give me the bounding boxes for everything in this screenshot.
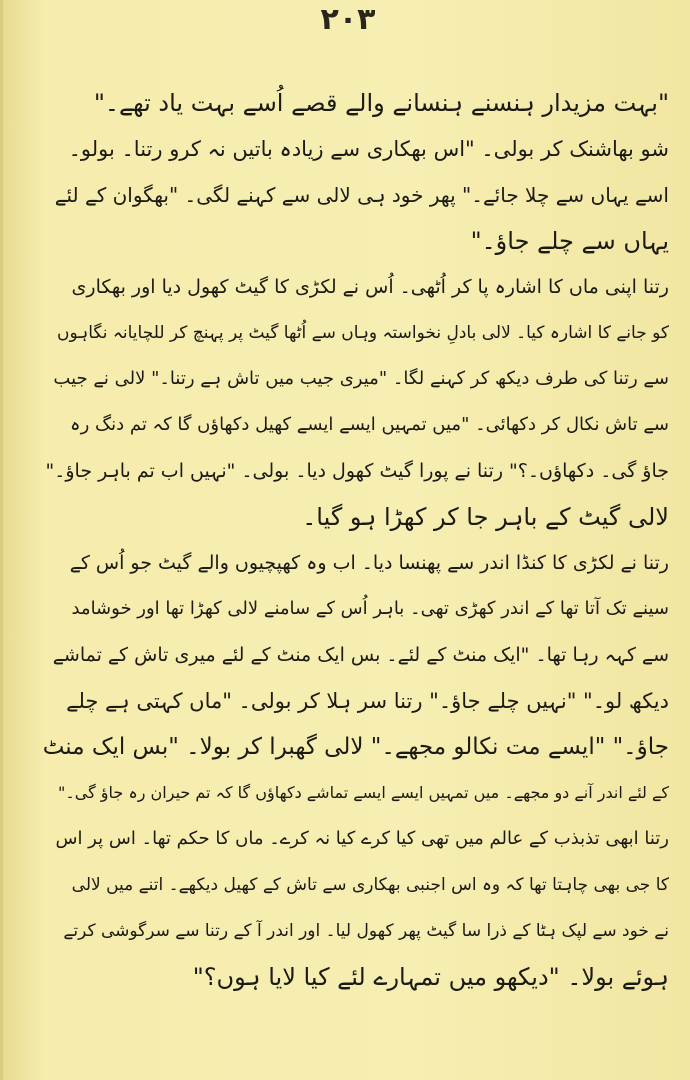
text-line: سے تاش نکال کر دکھائی۔ "میں تمہیں ایسے ایسے کھیل دکھاؤں گا کہ تم دنگ رہ	[70, 414, 669, 435]
text-line: سے کہہ رہا تھا۔ "ایک منٹ کے لئے۔ بس ایک منٹ کے لئے میری تاش کے تماشے	[52, 644, 669, 666]
text-line: جاؤ۔" "ایسے مت نکالو مجھے۔" لالی گھبرا کر بولا۔ "بس ایک منٹ	[42, 734, 669, 760]
text-line: رتنا ابھی تذبذب کے عالم میں تھی کیا کرے کیا نہ کرے۔ ماں کا حکم تھا۔ اس پر اس	[55, 828, 669, 849]
text-line: ہوئے بولا۔ "دیکھو میں تمہارے لئے کیا لایا ہوں؟"	[192, 963, 669, 991]
text-line: جاؤ گی۔ دکھاؤں۔؟" رتنا نے پورا گیٹ کھول دیا۔ بولی۔ "نہیں اب تم باہر جاؤ۔"	[45, 460, 669, 482]
text-line: رتنا نے لکڑی کا کنڈا اندر سے پھنسا دیا۔ اب وہ کھپچیوں والے گیٹ جو اُس کے	[69, 552, 669, 574]
text-line: کو جانے کا اشارہ کیا۔ لالی بادلِ نخواستہ وہاں سے اُٹھا گیٹ پر پہنچ کر للچایانہ نگاہوں	[57, 323, 669, 343]
text-line: کے لئے اندر آنے دو مجھے۔ میں تمہیں ایسے ایسے تماشے دکھاؤں گا کہ تم حیران رہ جاؤ گی۔"	[58, 783, 669, 802]
text-line: دیکھ لو۔" "نہیں چلے جاؤ۔" رتنا سر ہلا کر بولی۔ "ماں کہتی ہے چلے	[66, 689, 669, 713]
text-line: "بہت مزیدار ہنسنے ہنسانے والے قصے اُسے بہت یاد تھے۔"	[93, 89, 669, 117]
text-line: سینے تک آتا تھا کے اندر کھڑی تھی۔ باہر اُس کے سامنے لالی کھڑا تھا اور خوشامد	[71, 598, 669, 619]
page-number: ۲۰۳	[320, 2, 376, 37]
text-line: رتنا اپنی ماں کا اشارہ پا کر اُٹھی۔ اُس نے لکڑی کا گیٹ کھول دیا اور بھکاری	[71, 276, 669, 298]
page-body-text	[41, 80, 669, 1000]
text-line: اسے یہاں سے چلا جائے۔" پھر خود ہی لالی سے کہنے لگی۔ "بھگوان کے لئے	[54, 183, 669, 207]
text-line: کا جی بھی چاہتا تھا کہ وہ اس اجنبی بھکاری سے تاش کے کھیل دیکھے۔ اتنے میں لالی	[71, 875, 669, 895]
text-line: لالی گیٹ کے باہر جا کر کھڑا ہو گیا۔	[302, 503, 669, 531]
text-line: سے رتنا کی طرف دیکھ کر کہنے لگا۔ "میری جیب میں تاش ہے رتنا۔" لالی نے جیب	[53, 368, 669, 389]
text-line: یہاں سے چلے جاؤ۔"	[470, 227, 669, 255]
text-line: نے خود سے لپک ہٹا کے ذرا سا گیٹ پھر کھول لیا۔ اور اندر آ کے رتنا سے سرگوشی کرتے	[63, 921, 669, 941]
text-line: شو بھاشنک کر بولی۔ "اس بھکاری سے زیادہ باتیں نہ کرو رتنا۔ بولو۔	[68, 137, 669, 161]
